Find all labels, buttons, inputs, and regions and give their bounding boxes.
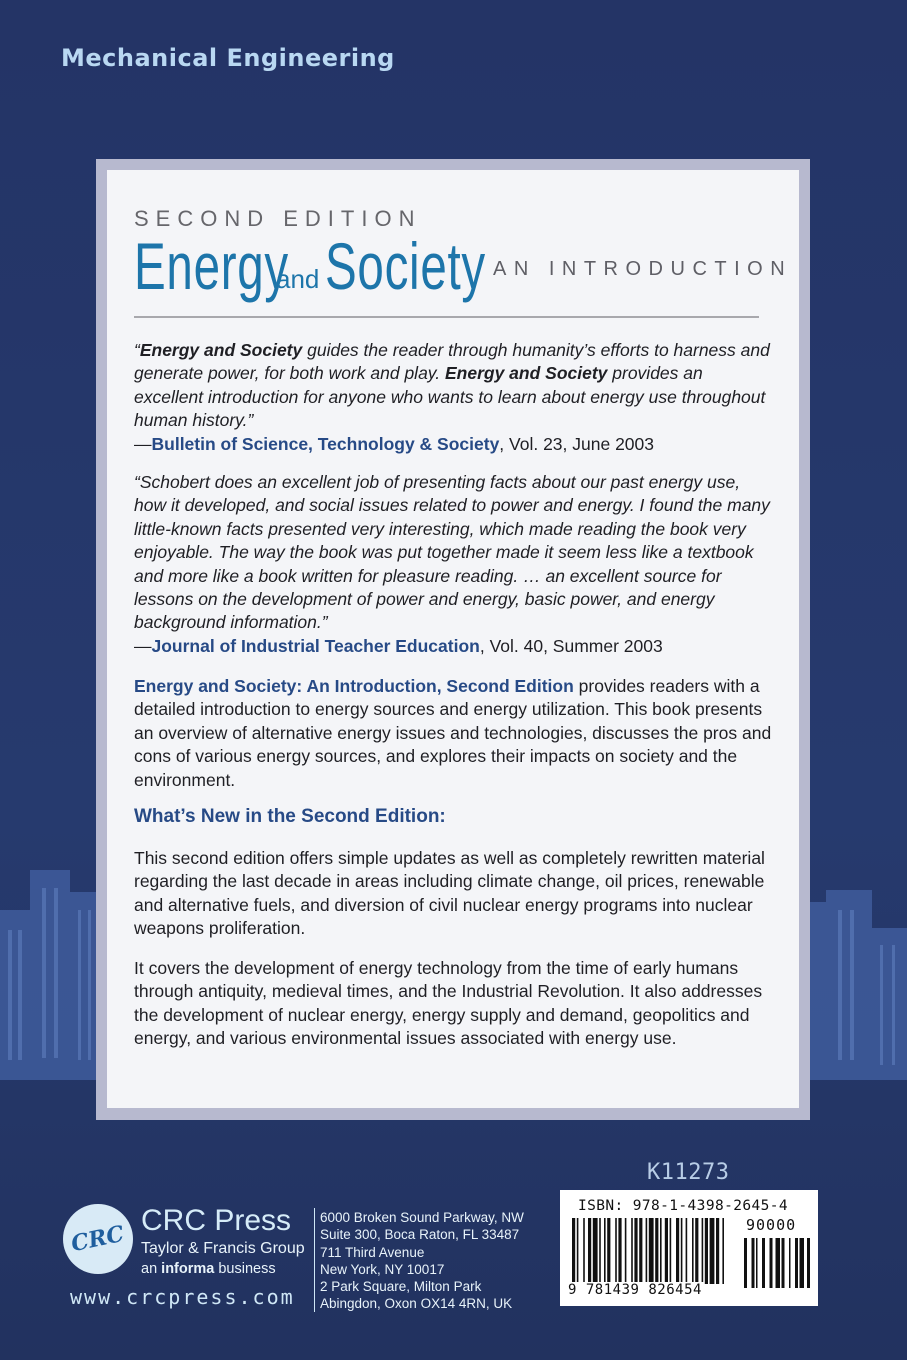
barcode-bar bbox=[649, 1218, 654, 1284]
book-description bbox=[134, 675, 774, 792]
address-line: 2 Park Square, Milton Park bbox=[320, 1279, 482, 1295]
review-1-dash: — bbox=[134, 433, 152, 454]
publisher-group: Taylor & Francis Group bbox=[141, 1240, 305, 1257]
title-divider bbox=[134, 316, 759, 318]
title-word-and: and bbox=[276, 264, 320, 294]
review-1-details: , Vol. 23, June 2003 bbox=[499, 433, 655, 454]
barcode-addon-bar bbox=[762, 1238, 765, 1288]
barcode-bar bbox=[695, 1218, 698, 1284]
barcode-bar bbox=[588, 1218, 591, 1284]
review-1-open: “ bbox=[134, 340, 140, 360]
barcode-addon-bar bbox=[789, 1238, 791, 1288]
whats-new-paragraph-1: This second edition offers simple updates as well as completely rewritten material regarding the last decade in areas including climate change, oil prices, renewable and alternative fuels, and diversion of civil nuclear energy programs into nuclear weapons proliferation. bbox=[134, 848, 765, 939]
barcode-bar bbox=[705, 1218, 708, 1284]
review-2 bbox=[134, 471, 774, 658]
barcode-bar bbox=[599, 1218, 601, 1284]
business-suffix: business bbox=[214, 1261, 276, 1277]
barcode-addon-bar bbox=[770, 1238, 773, 1288]
barcode-bar bbox=[607, 1218, 610, 1284]
barcode-bar bbox=[646, 1218, 648, 1284]
review-2-details: , Vol. 40, Summer 2003 bbox=[479, 635, 663, 656]
category-label: Mechanical Engineering bbox=[61, 44, 395, 72]
barcode-bar bbox=[572, 1218, 575, 1284]
review-1-attribution bbox=[134, 434, 654, 454]
title-word-energy: Energy bbox=[134, 229, 289, 303]
barcode-addon-bar bbox=[800, 1238, 805, 1288]
review-1-text-a: guides the reader through humanity’s efforts to harness and generate power, for both work and play. bbox=[134, 340, 770, 384]
barcode-bar bbox=[634, 1218, 637, 1284]
barcode-bar bbox=[625, 1218, 627, 1284]
crc-logo bbox=[63, 1204, 133, 1274]
whats-new-paragraph-2: It covers the development of energy technology from the time of early humans through antiquity, medieval times, and the Industrial Revolution. It also addresses the development of nuclear energy, energy supply and demand, geopolitics and energy, and various environmental issues associated with energy use. bbox=[134, 958, 763, 1049]
barcode-addon-bar bbox=[795, 1238, 798, 1288]
review-1-source: Bulletin of Science, Technology & Society bbox=[151, 433, 500, 454]
publisher-addresses bbox=[320, 1209, 524, 1313]
title-word-society: Society bbox=[325, 229, 486, 303]
barcode-bar bbox=[676, 1218, 679, 1284]
address-divider bbox=[314, 1208, 315, 1312]
address-line: 711 Third Avenue bbox=[320, 1244, 425, 1260]
barcode-bar bbox=[710, 1218, 715, 1284]
crc-logo-text: CRC bbox=[69, 1220, 127, 1258]
publisher-website[interactable]: www.crcpress.com bbox=[70, 1285, 295, 1309]
review-2-dash: — bbox=[134, 635, 152, 656]
review-1-bold-title-2: Energy and Society bbox=[444, 363, 608, 384]
edition-label: SECOND EDITION bbox=[134, 206, 422, 231]
business-prefix: an bbox=[141, 1261, 162, 1277]
barcode-ean-digits: 9 781439 826454 bbox=[568, 1282, 702, 1298]
barcode-bar bbox=[604, 1218, 606, 1284]
barcode-bar bbox=[686, 1218, 688, 1284]
review-1-bold-title: Energy and Society bbox=[139, 340, 303, 360]
catalog-code: K11273 bbox=[647, 1160, 730, 1185]
address-line: 6000 Broken Sound Parkway, NW bbox=[320, 1210, 524, 1225]
review-1-text-b: provides an excellent introduction for anyone who wants to learn about energy use throughout human history.” bbox=[134, 363, 766, 431]
description-lead: Energy and Society: An Introduction, Second Edition bbox=[134, 676, 574, 696]
business-informa: informa bbox=[161, 1261, 215, 1277]
barcode-bar bbox=[655, 1218, 658, 1284]
barcode-price-code: 90000 bbox=[746, 1216, 797, 1234]
barcode-bar bbox=[639, 1218, 642, 1284]
barcode-bar bbox=[665, 1218, 668, 1284]
isbn-label: ISBN: 978-1-4398-2645-4 bbox=[578, 1198, 788, 1214]
address-line: New York, NY 10017 bbox=[320, 1261, 445, 1277]
barcode-bar bbox=[615, 1218, 617, 1284]
barcode-bar bbox=[583, 1218, 585, 1284]
barcode-bar bbox=[593, 1218, 598, 1284]
book-subtitle: AN INTRODUCTION bbox=[493, 258, 793, 280]
barcode-bar bbox=[660, 1218, 662, 1284]
barcode-bar bbox=[670, 1218, 672, 1284]
address-line: Suite 300, Boca Raton, FL 33487 bbox=[320, 1227, 520, 1243]
barcode-addon-bar bbox=[776, 1238, 781, 1288]
review-2-text: “Schobert does an excellent job of presenting facts about our past energy use, how it developed, and social issues related to power and energy. I found the many little-known facts presented very interesting, which made reading the book very enjoyable. The way the book was put together made it seem less like a textbook and more like a book written for pleasure reading. … an excellent source for lessons on the development of power and energy, basic power, and energy background information.” bbox=[134, 472, 770, 633]
whats-new-heading: What’s New in the Second Edition: bbox=[134, 806, 446, 827]
barcode-addon-bar bbox=[744, 1238, 747, 1288]
barcode-addon-bar bbox=[752, 1238, 755, 1288]
barcode-bar bbox=[722, 1218, 724, 1284]
publisher-business-line bbox=[141, 1261, 276, 1277]
review-1 bbox=[134, 339, 774, 456]
barcode-addon-bar bbox=[807, 1238, 810, 1288]
barcode-bar bbox=[631, 1218, 633, 1284]
barcode-bar bbox=[618, 1218, 621, 1284]
publisher-name: CRC Press bbox=[141, 1204, 292, 1237]
barcode-bar bbox=[681, 1218, 683, 1284]
barcode-addon-bar bbox=[782, 1238, 785, 1288]
barcode-bar bbox=[577, 1218, 579, 1284]
barcode-bar bbox=[692, 1218, 694, 1284]
review-2-source: Journal of Industrial Teacher Education bbox=[151, 635, 480, 656]
address-line: Abingdon, Oxon OX14 4RN, UK bbox=[320, 1296, 513, 1312]
review-2-attribution bbox=[134, 636, 663, 656]
barcode-addon-bar bbox=[756, 1238, 758, 1288]
barcode-bar bbox=[716, 1218, 719, 1284]
barcode-bar bbox=[702, 1218, 704, 1284]
description-body: provides readers with a detailed introduction to energy sources and energy utilization. This book presents an overview of alternative energy issues and technologies, discusses the pros and cons of various energy sources, and explores their impacts on society and the environment. bbox=[134, 676, 772, 790]
